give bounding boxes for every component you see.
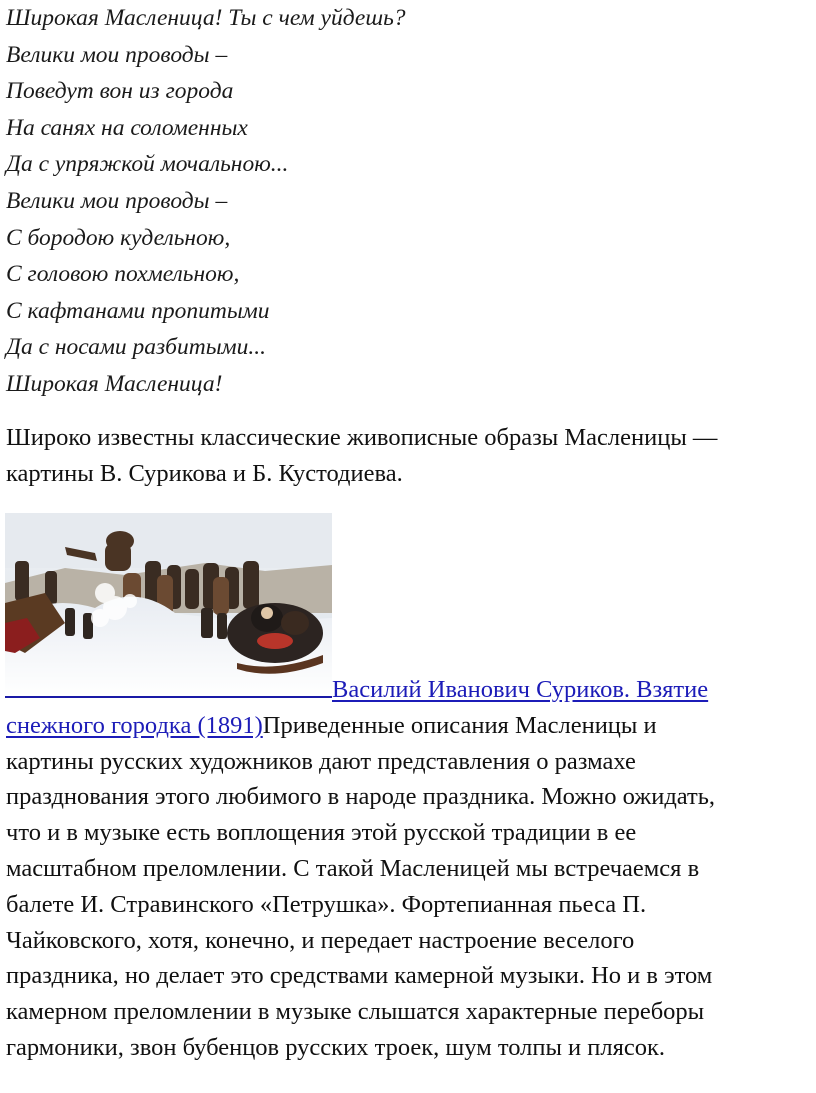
paragraph-line: гармоники, звон бубенцов русских троек, шум толпы и плясок.	[6, 1033, 666, 1061]
poem-line: С головою похмельною,	[6, 261, 240, 288]
poem-line: Поведут вон из города	[6, 78, 234, 105]
paragraph-text: Приведенные описания Масленицы и	[262, 711, 657, 739]
paragraph-line: картины русских художников дают представления о размахе	[6, 747, 636, 775]
poem-line: Да с упряжкой мочальною...	[6, 151, 289, 178]
painting-link[interactable]: Василий Иванович Суриков. Взятие	[332, 676, 709, 703]
poem-line: Да с носами разбитыми...	[6, 334, 266, 361]
poem-line: С бородою кудельною,	[6, 224, 231, 251]
paragraph-line: праздника, но делает это средствами камерной музыки. Но и в этом	[6, 962, 713, 990]
poem-line: С кафтанами пропитыми	[6, 297, 270, 324]
paragraph-line: что и в музыке есть воплощения этой русской традиции в ее	[6, 819, 637, 847]
painting-paragraph	[6, 672, 814, 1066]
poem-line: Широкая Масленица! Ты с чем уйдешь?	[6, 5, 406, 31]
paragraph-line: балете И. Стравинского «Петрушка». Фортепианная пьеса П.	[6, 890, 647, 918]
paragraph-line: масштабном преломлении. С такой Масленицей мы встречаемся в	[6, 854, 700, 882]
poem-line: На санях на соломенных	[6, 114, 248, 141]
poem-line: Широкая Масленица!	[6, 370, 223, 397]
poem	[6, 0, 806, 403]
painting-link-continued[interactable]: снежного городка (1891)	[6, 711, 263, 739]
paragraph-line	[6, 708, 814, 744]
intro-paragraph	[6, 420, 814, 492]
paragraph-line: празднования этого любимого в народе праздника. Можно ожидать,	[6, 783, 716, 811]
intro-line: картины В. Сурикова и Б. Кустодиева.	[6, 460, 403, 487]
image-link-underline	[5, 696, 332, 698]
paragraph-line: камерном преломлении в музыке слышатся характерные переборы	[6, 998, 705, 1026]
paragraph-line	[6, 672, 814, 708]
painting-image[interactable]	[5, 513, 332, 696]
poem-line: Велики мои проводы –	[6, 41, 228, 68]
paragraph-line: Чайковского, хотя, конечно, и передает настроение веселого	[6, 926, 635, 954]
painting-snow-town-image	[5, 513, 332, 696]
intro-line: Широко известны классические живописные образы Масленицы —	[6, 424, 718, 451]
poem-line: Велики мои проводы –	[6, 187, 228, 214]
